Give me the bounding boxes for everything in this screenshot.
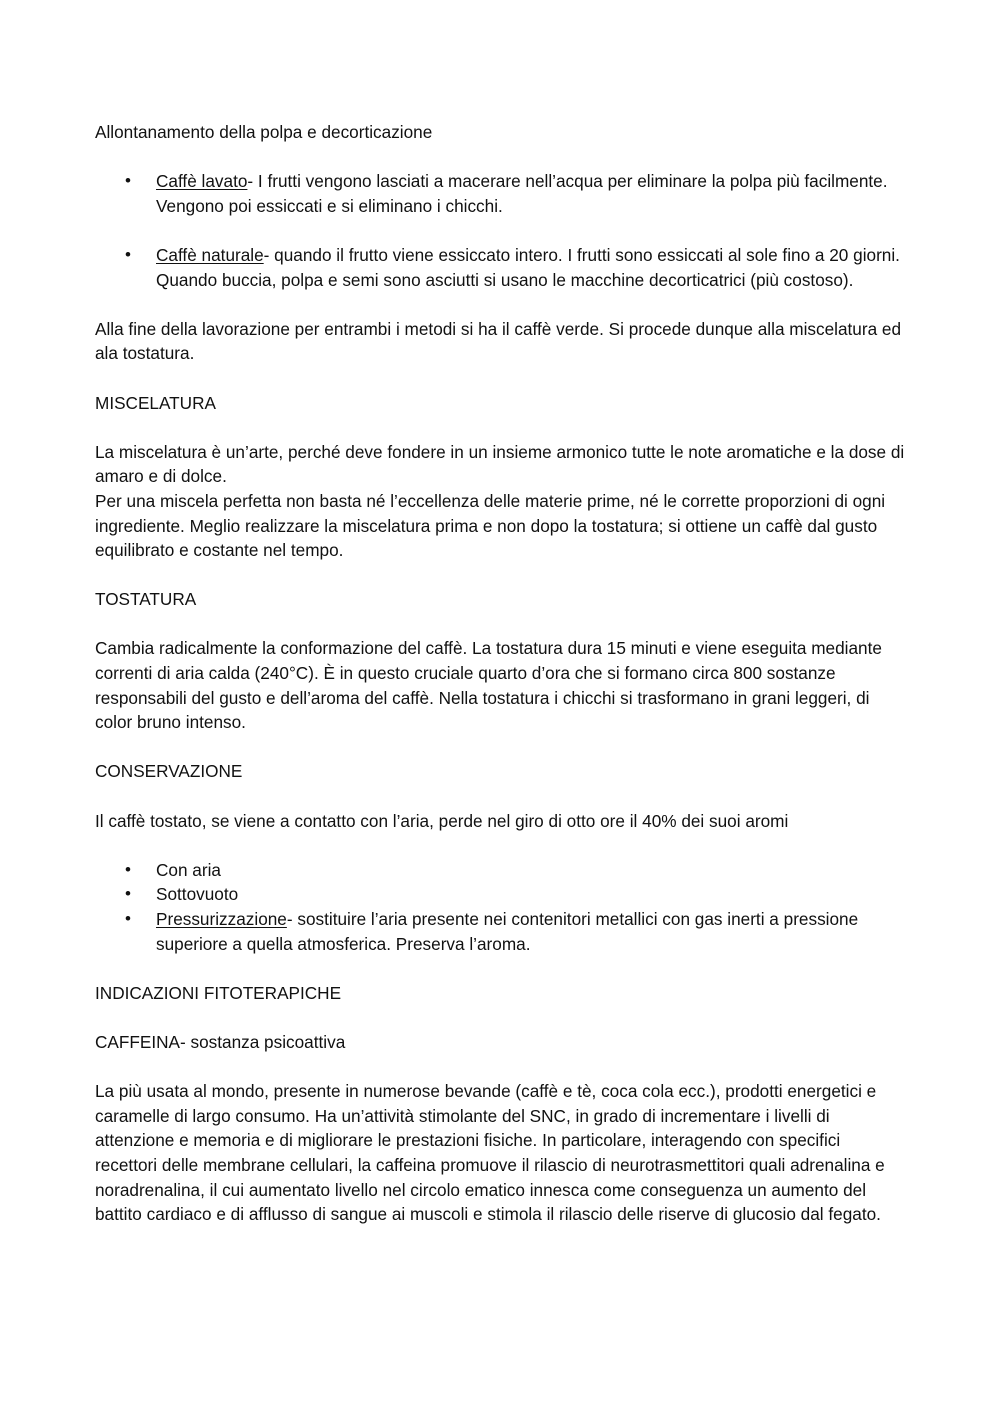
section-heading-miscelatura: MISCELATURA [95,392,216,413]
list-item-pressurizzazione [95,907,907,956]
conservation-methods-list [95,858,907,956]
section-heading-tostatura: TOSTATURA [95,589,197,610]
term-caffe-naturale: Caffè naturale [156,244,264,265]
description-caffe-lavato: - I frutti vengono lasciati a macerare nell’acqua per eliminare la polpa più facilmente. Vengono poi essiccati e si eliminano i chicchi. [156,171,888,216]
section-heading-decorticazione: Allontanamento della polpa e decorticazione [95,122,433,142]
caffeina-paragraph: La più usata al mondo, presente in numerose bevande (caffè e tè, coca cola ecc.), prodotti energetici e caramelle di largo consumo. Ha un’attività stimolante del SNC, in grado di incrementare i livelli di attenzione e memoria e di migliorare le prestazioni fisiche. In particolare, interagendo con specifici recettori delle membrane cellulari, la caffeina promuove il rilascio di neurotrasmettitori quali adrenalina e noradrenalina, il cui aumentato livello nel circolo ematico innesca come conseguenza un aumento del battito cardiaco e di afflusso di sangue ai muscoli e stimola il rilascio delle riserve di glucosio dal fegato. [95,1081,885,1225]
list-item-caffe-lavato [95,169,907,218]
subheading-caffeina: CAFFEINA- sostanza psicoattiva [95,1031,346,1052]
term-caffe-lavato: Caffè lavato [156,171,248,192]
list-item-caffe-naturale [95,243,907,292]
processing-methods-list [95,169,907,292]
description-pressurizzazione: - sostituire l’aria presente nei contenitori metallici con gas inerti a pressione superiore a quella atmosferica. Preserva l’aroma. [156,909,859,954]
list-item-con-aria: • Con aria [95,858,907,883]
tostatura-paragraph: Cambia radicalmente la conformazione del caffè. La tostatura dura 15 minuti e viene eseguita mediante correnti di aria calda (240°C). È in questo cruciale quarto d’ora che si formano circa 800 sostanze responsabili del gusto e dell’aroma del caffè. Nella tostatura i chicchi si trasformano in grani leggeri, di color bruno intenso. [95,638,882,733]
miscelatura-paragraph-2: Per una miscela perfetta non basta né l’eccellenza delle materie prime, né le corrette proporzioni di ogni ingrediente. Meglio realizzare la miscelatura prima e non dopo la tostatura; si ottiene un caffè dal gusto equilibrato e costante nel tempo. [95,490,886,561]
miscelatura-paragraph-1: La miscelatura è un’arte, perché deve fondere in un insieme armonico tutte le note aromatiche e la dose di amaro e di dolce. [95,441,905,487]
description-caffe-naturale: - quando il frutto viene essiccato intero. I frutti sono essiccati al sole fino a 20 giorni. Quando buccia, polpa e semi sono asciutti si usano le macchine decorticatrici (più costoso). [156,244,900,290]
conservazione-paragraph: Il caffè tostato, se viene a contatto con l’aria, perde nel giro di otto ore il 40% dei suoi aromi [95,810,789,831]
document-body [95,120,907,1227]
list-item-sottovuoto: • Sottovuoto [95,882,907,907]
section-heading-conservazione: CONSERVAZIONE [95,761,243,782]
term-pressurizzazione: Pressurizzazione [156,909,287,929]
section-heading-indicazioni: INDICAZIONI FITOTERAPICHE [95,982,342,1003]
intro-conclusion-paragraph: Alla fine della lavorazione per entrambi i metodi si ha il caffè verde. Si procede dunque alla miscelatura ed ala tostatura. [95,318,902,364]
